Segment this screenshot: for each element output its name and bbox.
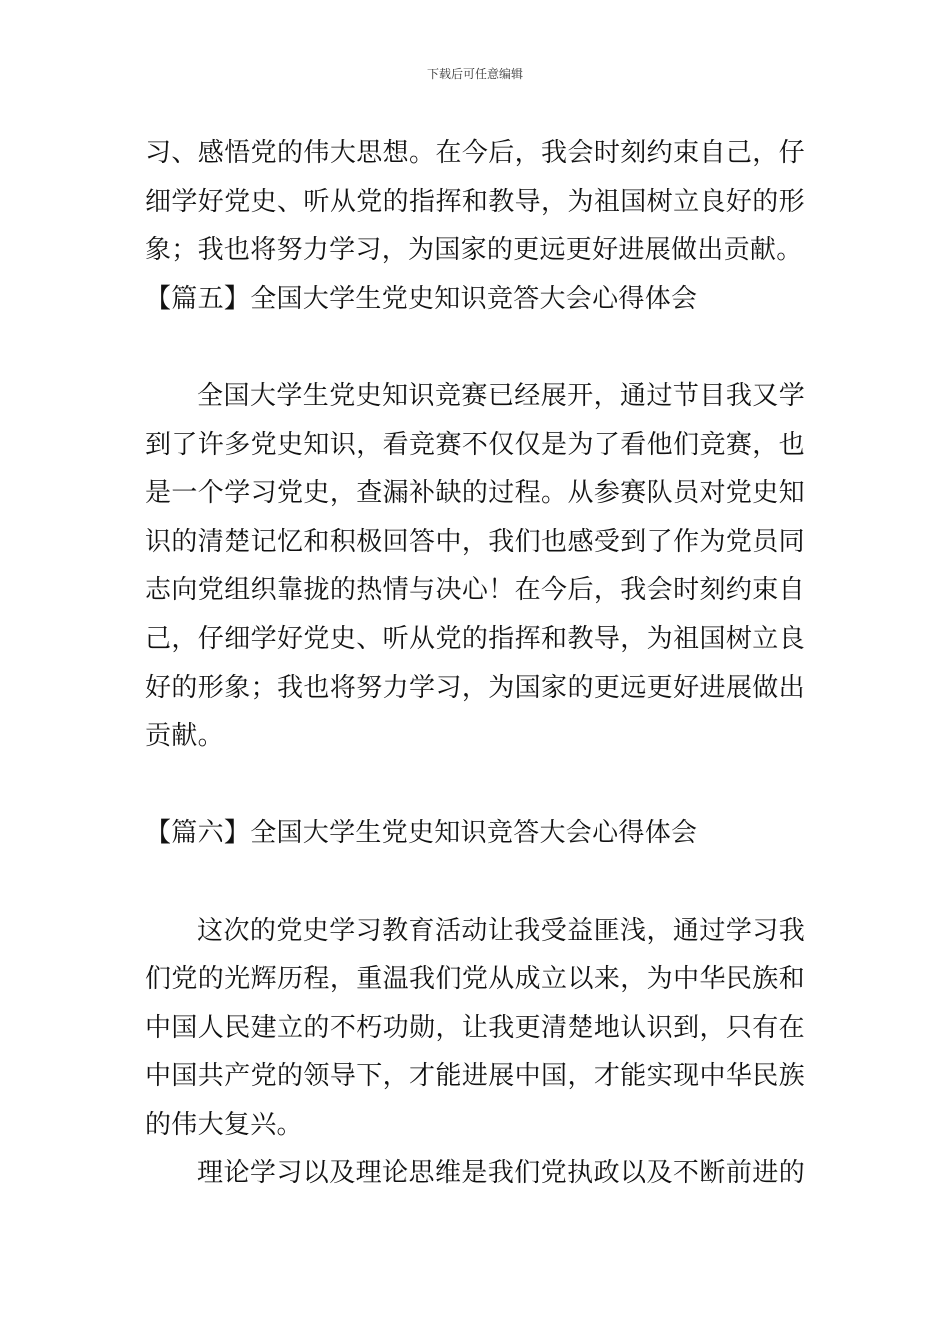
text-line: 理论学习以及理论思维是我们党执政以及不断前进的 (197, 1158, 805, 1189)
section-6-paragraph-1 (145, 907, 805, 1150)
section-heading-6: 【篇六】全国大学生党史知识竞答大会心得体会 (145, 818, 698, 849)
text-line: 是一个学习党史，查漏补缺的过程。从参赛队员对党史知 (145, 478, 805, 509)
text-line: 到了许多党史知识，看竞赛不仅仅是为了看他们竞赛，也 (145, 429, 805, 460)
text-line: 象；我也将努力学习，为国家的更远更好进展做出贡献。 (145, 235, 803, 266)
page-header: 下载后可任意编辑 (426, 67, 523, 81)
blank-line (145, 761, 805, 810)
section-6-paragraph-2 (145, 1149, 805, 1198)
text-line: 贡献。 (145, 721, 224, 752)
section-5-paragraph (145, 372, 805, 761)
text-line: 志向党组织靠拢的热情与决心！在今后，我会时刻约束自 (145, 575, 805, 606)
text-line: 好的形象；我也将努力学习，为国家的更远更好进展做出 (145, 672, 805, 703)
blank-line (145, 858, 805, 907)
continuation-paragraph (145, 129, 805, 275)
text-line: 中国人民建立的不朽功勋，让我更清楚地认识到，只有在 (145, 1012, 805, 1043)
text-line: 己，仔细学好党史、听从党的指挥和教导，为祖国树立良 (145, 623, 805, 654)
text-line: 习、感悟党的伟大思想。在今后，我会时刻约束自己，仔 (145, 138, 805, 168)
blank-line (145, 323, 805, 372)
text-line: 细学好党史、听从党的指挥和教导，为祖国树立良好的形 (145, 186, 805, 217)
text-line: 这次的党史学习教育活动让我受益匪浅，通过学习我 (197, 915, 805, 946)
section-heading-5: 【篇五】全国大学生党史知识竞答大会心得体会 (145, 283, 698, 314)
text-line: 们党的光辉历程，重温我们党从成立以来，为中华民族和 (145, 964, 805, 995)
text-line: 全国大学生党史知识竞赛已经展开，通过节目我又学 (197, 380, 805, 411)
text-line: 的伟大复兴。 (145, 1109, 303, 1140)
document-body (145, 129, 805, 1198)
text-line: 中国共产党的领导下，才能进展中国，才能实现中华民族 (145, 1061, 805, 1092)
text-line: 识的清楚记忆和积极回答中，我们也感受到了作为党员同 (145, 526, 805, 557)
